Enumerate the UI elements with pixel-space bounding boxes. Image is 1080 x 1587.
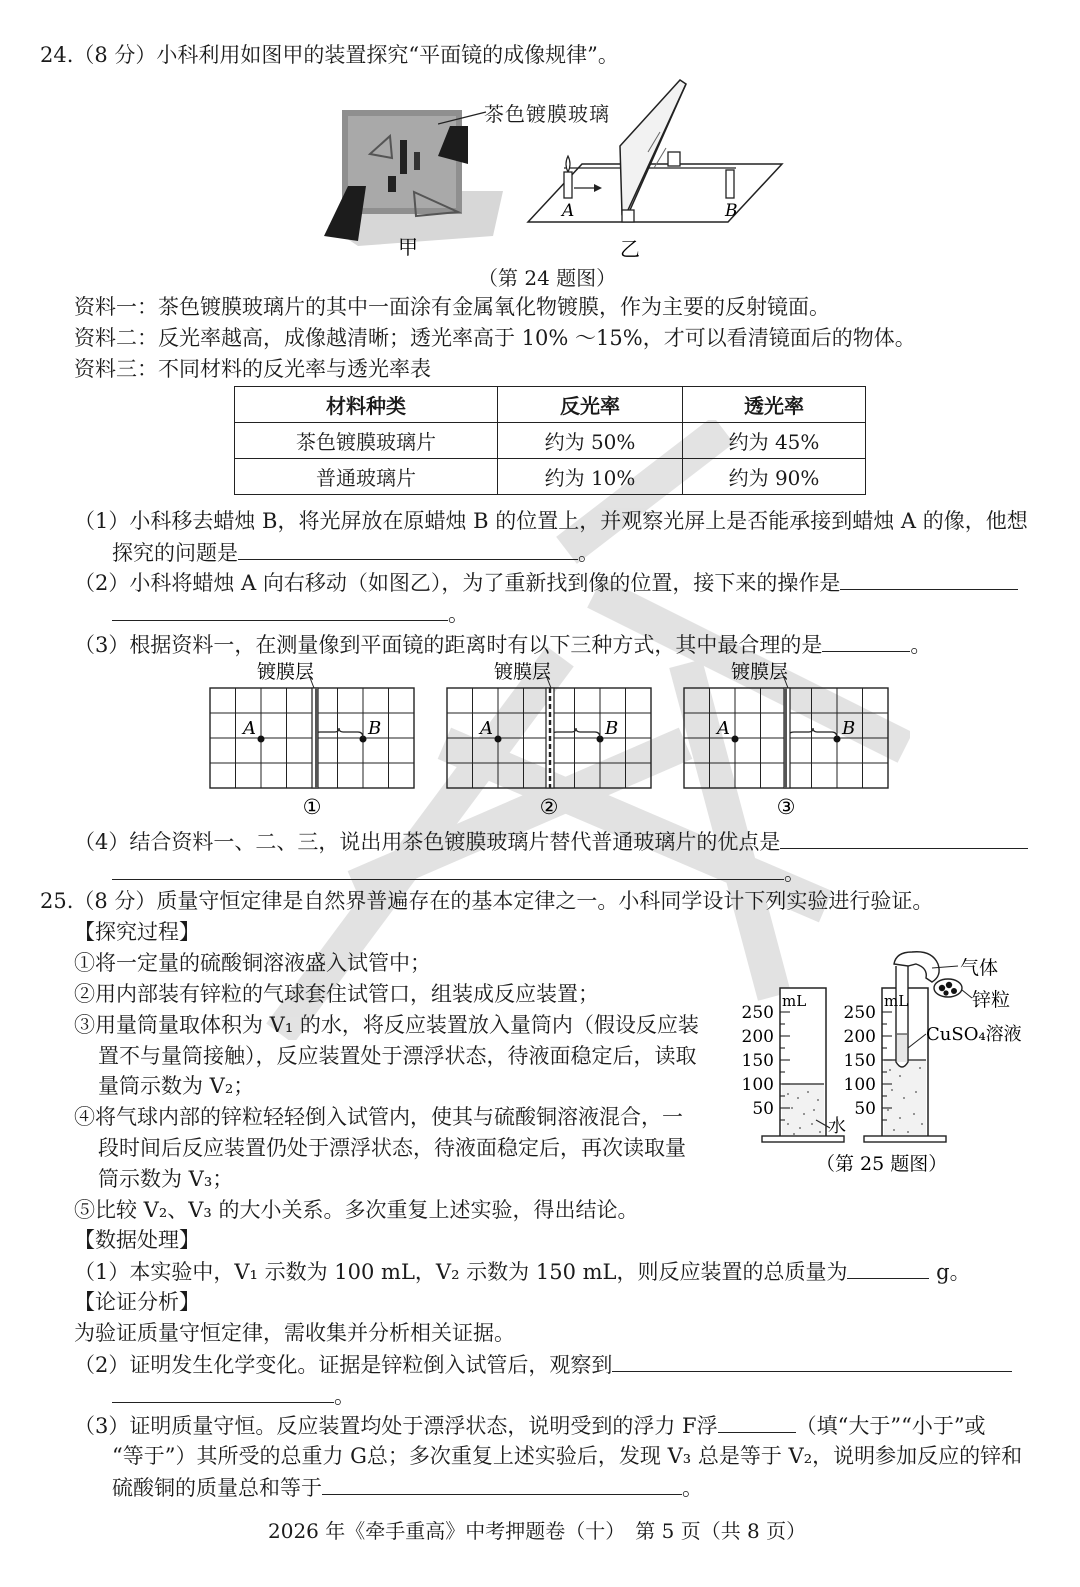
grid-2-B: B <box>605 718 619 739</box>
grid-3-B: B <box>842 718 856 739</box>
period: 。 <box>910 633 932 657</box>
grid-1-coating-label: 镀膜层 <box>257 661 315 683</box>
table-cell: 约为 45% <box>683 423 866 459</box>
table-header-row <box>235 387 866 423</box>
q24-2-line2 <box>112 598 469 629</box>
answer-blank-24-2a[interactable] <box>840 567 1018 590</box>
tick-label-right: 100 <box>843 1075 876 1095</box>
tick-label-left: 50 <box>752 1099 774 1119</box>
period: 。 <box>578 541 599 565</box>
q25-2-line2 <box>112 1380 355 1411</box>
q25-2-line1 <box>74 1349 1012 1380</box>
answer-blank-25-3b[interactable] <box>322 1472 682 1495</box>
q24-2-text: （2）小科将蜡烛 A 向右移动（如图乙），为了重新找到像的位置，接下来的操作是 <box>74 571 841 595</box>
fig-yi-A: A <box>562 201 575 221</box>
table-header: 透光率 <box>683 387 866 423</box>
figure-25 <box>736 948 1036 1178</box>
analysis-intro: 为验证质量守恒定律，需收集并分析相关证据。 <box>74 1321 515 1345</box>
unit-g: g。 <box>929 1260 971 1284</box>
fig-jia-label: 甲 <box>398 235 418 259</box>
q25-heading: 25.（8 分）质量守恒定律是自然界普遍存在的基本定律之一。小科同学设计下列实验进行验证。 <box>40 889 934 913</box>
q25-1-line <box>74 1256 971 1287</box>
table-cell: 茶色镀膜玻璃片 <box>235 423 498 459</box>
period: 。 <box>334 1384 355 1408</box>
page-footer: 2026 年《牵手重高》中考押题卷（十） 第 5 页（共 8 页） <box>268 1519 807 1543</box>
table-cell: 约为 90% <box>683 459 866 495</box>
table-cell: 约为 50% <box>498 423 683 459</box>
tick-label-right: 50 <box>854 1099 876 1119</box>
fig-yi-label: 乙 <box>620 237 640 261</box>
section-process: 【探究过程】 <box>74 920 200 944</box>
q25-3-line3 <box>112 1472 703 1503</box>
answer-blank-24-4b[interactable] <box>112 857 784 880</box>
grid-1-number: ① <box>302 795 322 819</box>
answer-blank-24-3[interactable] <box>822 629 910 652</box>
label-water: 水 <box>828 1116 846 1137</box>
ml-label-left: mL <box>782 992 807 1010</box>
section-data: 【数据处理】 <box>74 1228 200 1252</box>
q25-1-text: （1）本实验中，V₁ 示数为 100 mL，V₂ 示数为 150 mL，则反应装置的总质量为 <box>74 1260 848 1284</box>
grid-1 <box>210 670 414 788</box>
period: 。 <box>682 1476 703 1500</box>
info-2: 资料二：反光率越高，成像越清晰；透光率高于 10% ～15%，才可以看清镜面后的物体。 <box>74 326 916 350</box>
step-5: ⑤比较 V₂、V₃ 的大小关系。多次重复上述实验，得出结论。 <box>74 1198 639 1222</box>
q24-4-line1 <box>74 826 1028 857</box>
period: 。 <box>784 861 805 885</box>
step-2: ②用内部装有锌粒的气球套住试管口，组装成反应装置； <box>74 982 599 1006</box>
table-cell: 约为 10% <box>498 459 683 495</box>
q24-heading: 24.（8 分）小科利用如图甲的装置探究“平面镜的成像规律”。 <box>40 43 619 67</box>
table-row <box>235 423 866 459</box>
grid-3 <box>684 670 888 788</box>
q25-3-line2: “等于”）其所受的总重力 G总；多次重复上述实验后，发现 V₃ 总是等于 V₂，说明参加反应的锌和 <box>112 1444 1023 1468</box>
q24-1-line1: （1）小科移去蜡烛 B，将光屏放在原蜡烛 B 的位置上，并观察光屏上是否能承接到蜡烛 A 的像，他想 <box>74 509 1028 533</box>
label-zinc: 锌粒 <box>972 989 1011 1011</box>
step-3b: 置不与量筒接触），反应装置处于漂浮状态，待液面稳定后，读取 <box>98 1044 697 1068</box>
answer-blank-25-2a[interactable] <box>612 1349 1012 1372</box>
q24-2-line1 <box>74 567 1018 598</box>
info-3: 资料三：不同材料的反光率与透光率表 <box>74 357 431 381</box>
q24-3-text: （3）根据资料一，在测量像到平面镜的距离时有以下三种方式，其中最合理的是 <box>74 633 823 657</box>
grid-3-A: A <box>717 718 730 739</box>
grid-1-B: B <box>368 718 382 739</box>
tick-label-left: 250 <box>741 1003 774 1023</box>
section-analysis: 【论证分析】 <box>74 1290 200 1314</box>
q24-1-text: 探究的问题是 <box>112 541 238 565</box>
grid-2-number: ② <box>539 795 559 819</box>
label-gas: 气体 <box>960 957 999 979</box>
tick-label-left: 200 <box>741 1027 774 1047</box>
q24-1-line2 <box>112 537 599 568</box>
q24-4-line2 <box>112 857 805 888</box>
answer-blank-24-4a[interactable] <box>780 826 1028 849</box>
label-cuso4: CuSO₄溶液 <box>926 1024 1022 1045</box>
q24-4-text: （4）结合资料一、二、三，说出用茶色镀膜玻璃片替代普通玻璃片的优点是 <box>74 830 781 854</box>
tick-label-left: 150 <box>741 1051 774 1071</box>
glass-leader-line <box>438 108 488 128</box>
table-row <box>235 459 866 495</box>
tick-label-right: 250 <box>843 1003 876 1023</box>
period: 。 <box>448 602 469 626</box>
answer-blank-25-3a[interactable] <box>718 1410 796 1433</box>
tick-label-right: 200 <box>843 1027 876 1047</box>
answer-blank-25-2b[interactable] <box>112 1380 334 1403</box>
q25-3-text2: 硫酸铜的质量总和等于 <box>112 1476 322 1500</box>
answer-blank-25-1[interactable] <box>847 1256 929 1279</box>
step-1: ①将一定量的硫酸铜溶液盛入试管中； <box>74 951 431 975</box>
step-4a: ④将气球内部的锌粒轻轻倒入试管内，使其与硫酸铜溶液混合，一 <box>74 1105 683 1129</box>
grid-2-A: A <box>480 718 493 739</box>
cylinder-right <box>864 952 962 1142</box>
q25-3-hint: （填“大于”“小于”或 <box>795 1414 986 1438</box>
info-1: 资料一：茶色镀膜玻璃片的其中一面涂有金属氧化物镀膜，作为主要的反射镜面。 <box>74 295 830 319</box>
step-4b: 段时间后反应装置仍处于漂浮状态，待液面稳定后，再次读取量 <box>98 1136 686 1160</box>
grid-1-A: A <box>243 718 256 739</box>
fig-yi-B: B <box>725 201 738 221</box>
table-cell: 普通玻璃片 <box>235 459 498 495</box>
step-3c: 量筒示数为 V₂； <box>98 1074 255 1098</box>
ml-label-right: mL <box>884 992 909 1010</box>
q25-3-line1 <box>74 1410 986 1441</box>
step-3a: ③用量筒量取体积为 V₁ 的水，将反应装置放入量筒内（假设反应装 <box>74 1013 699 1037</box>
grid-diagrams <box>205 656 895 824</box>
grid-3-number: ③ <box>776 795 796 819</box>
q25-3-text: （3）证明质量守恒。反应装置均处于漂浮状态，说明受到的浮力 F浮 <box>74 1414 718 1438</box>
table-header: 材料种类 <box>235 387 498 423</box>
grid-3-coating-label: 镀膜层 <box>731 661 789 683</box>
fig-glass-label: 茶色镀膜玻璃 <box>484 102 610 126</box>
tick-label-left: 100 <box>741 1075 774 1095</box>
fig25-caption: （第 25 题图） <box>816 1153 948 1175</box>
answer-blank-24-2b[interactable] <box>112 598 448 621</box>
fig24-caption: （第 24 题图） <box>478 266 617 290</box>
grid-2-coating-label: 镀膜层 <box>494 661 552 683</box>
answer-blank-24-1[interactable] <box>238 537 578 560</box>
step-4c: 筒示数为 V₃； <box>98 1167 234 1191</box>
grid-2 <box>447 670 651 788</box>
tick-label-right: 150 <box>843 1051 876 1071</box>
table-header: 反光率 <box>498 387 683 423</box>
material-table <box>234 386 866 495</box>
q25-2-text: （2）证明发生化学变化。证据是锌粒倒入试管后，观察到 <box>74 1353 613 1377</box>
